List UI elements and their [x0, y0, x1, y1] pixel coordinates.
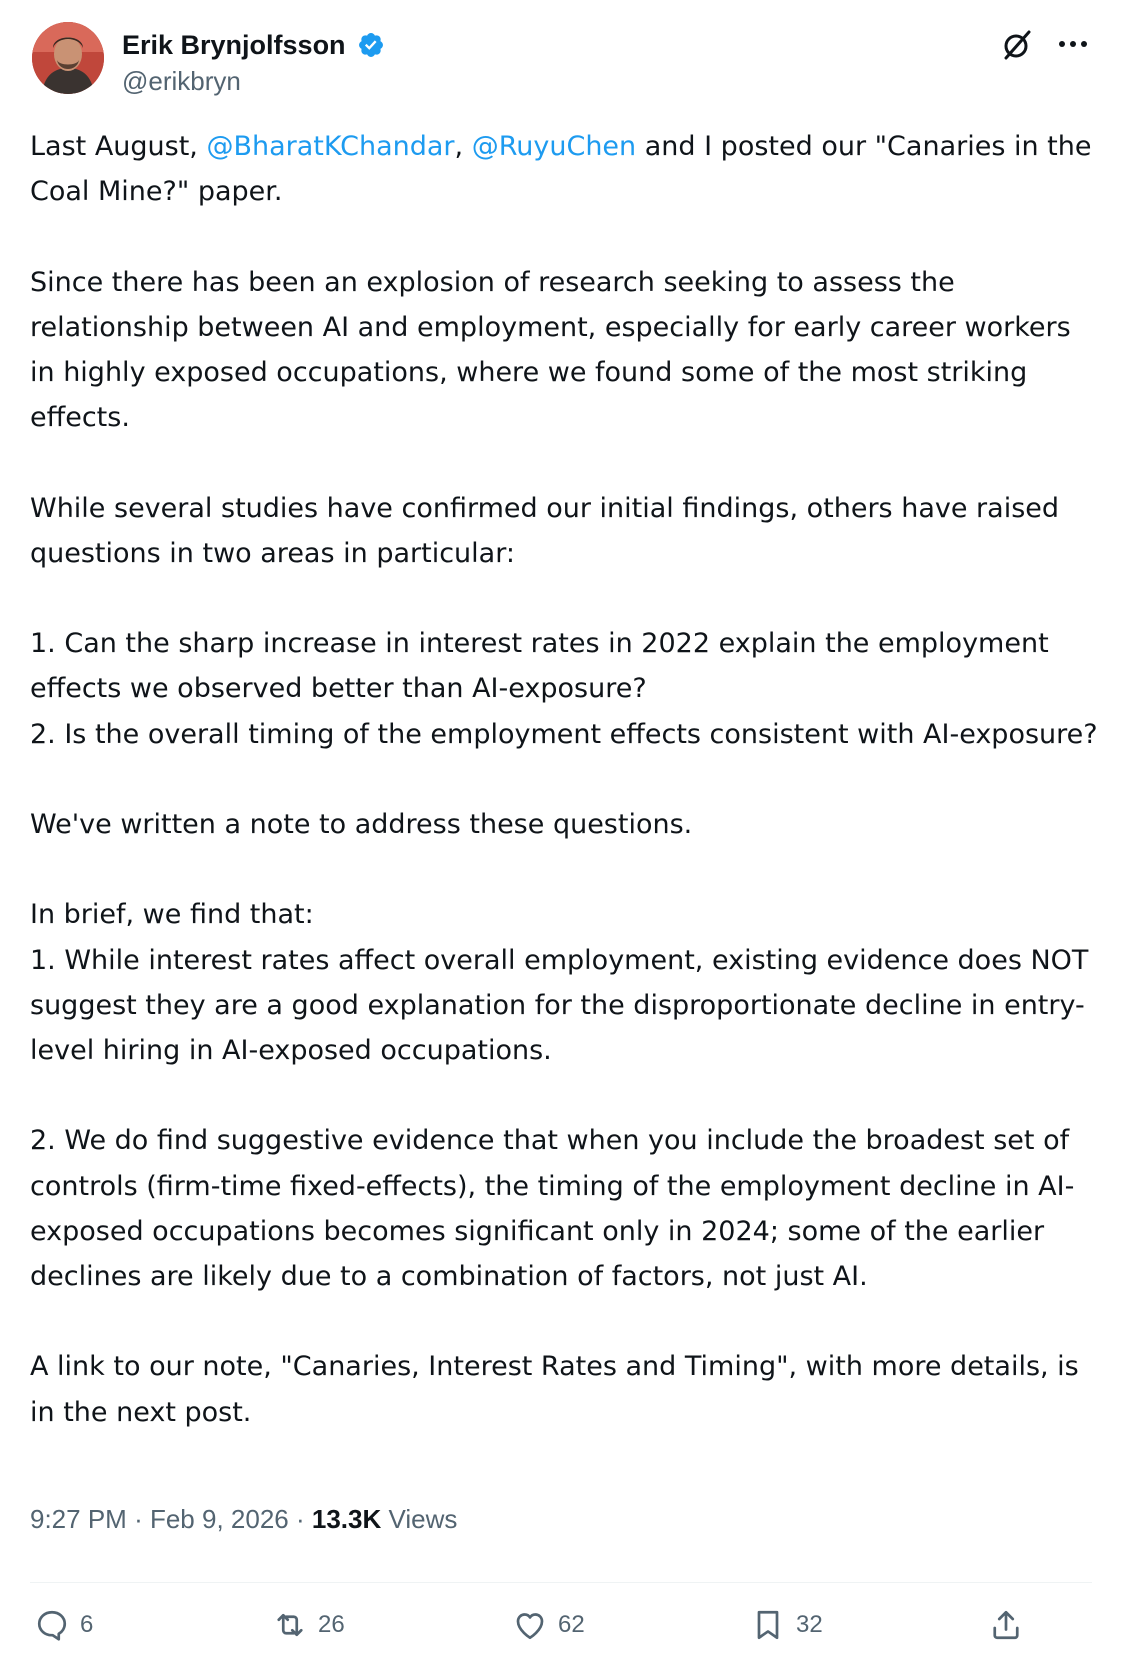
text-segment: , [454, 131, 472, 162]
mention-link-bharatkchandar[interactable]: @BharatKChandar [206, 131, 455, 162]
list-item: 1. Can the sharp increase in interest rates in 2022 explain the employment effects we observed better than AI-exposure? [30, 628, 1049, 705]
repost-count: 26 [318, 1611, 345, 1638]
verified-badge-icon [357, 31, 385, 59]
reply-button[interactable] [34, 1600, 93, 1650]
tweet-paragraph [30, 621, 1100, 757]
list-item: 2. Is the overall timing of the employment effects consistent with AI-exposure? [30, 718, 1098, 750]
tweet-header [32, 22, 1092, 102]
text-segment: and I posted our "Canaries in the Coal Mine?" paper. [30, 131, 1092, 208]
tweet-paragraph: We've written a note to address these questions. [30, 808, 693, 840]
bookmark-count: 32 [796, 1611, 823, 1638]
meta-separator: · [295, 1504, 305, 1534]
repost-button[interactable] [272, 1600, 345, 1650]
like-button[interactable] [512, 1600, 585, 1650]
bookmark-icon [750, 1607, 786, 1643]
avatar[interactable] [32, 22, 104, 94]
tweet-time[interactable]: 9:27 PM [30, 1504, 127, 1534]
repost-icon [272, 1607, 308, 1643]
tweet-paragraph: While several studies have confirmed our initial findings, others have raised questions in two areas in particular: [30, 492, 1060, 569]
list-item: 1. While interest rates affect overall employment, existing evidence does NOT suggest they are a good explanation for the disproportionate decline in entry-level hiring in AI-exposed occupations. [30, 944, 1089, 1066]
reply-count: 6 [80, 1611, 94, 1638]
tweet-text [30, 124, 1100, 1480]
tweet-paragraph [30, 892, 1100, 1073]
tweet-paragraph: A link to our note, "Canaries, Interest Rates and Timing", with more details, is in the next post. [30, 1351, 1079, 1428]
tweet-paragraph: 2. We do find suggestive evidence that when you include the broadest set of controls (firm-time fixed-effects), the timing of the employment decline in AI-exposed occupations becomes significant only in 2024; some of the earlier declines are likely due to a combination of factors, not just AI. [30, 1125, 1075, 1292]
divider [30, 1582, 1092, 1583]
tweet-paragraph [30, 124, 1100, 214]
author-handle[interactable]: @erikbryn [122, 66, 241, 96]
mention-link-ruyuchen[interactable]: @RuyuChen [471, 131, 637, 162]
share-icon [988, 1607, 1024, 1643]
like-count: 62 [558, 1611, 585, 1638]
views-count: 13.3K [311, 1504, 382, 1534]
meta-separator: · [134, 1504, 143, 1534]
author-info [122, 28, 385, 98]
more-icon[interactable] [1056, 34, 1090, 54]
action-bar [30, 1600, 1092, 1650]
author-display-name[interactable]: Erik Brynjolfsson [122, 30, 346, 60]
bookmark-button[interactable] [750, 1600, 823, 1650]
grok-icon[interactable] [1000, 28, 1034, 62]
like-icon [512, 1607, 548, 1643]
text-segment: In brief, we find that: [30, 899, 314, 931]
reply-icon [34, 1607, 70, 1643]
avatar-image [32, 22, 104, 94]
tweet-meta [30, 1502, 457, 1536]
share-button[interactable] [988, 1600, 1024, 1650]
tweet-date[interactable]: Feb 9, 2026 [149, 1504, 289, 1534]
text-segment: Last August, [30, 131, 207, 162]
views-label: Views [388, 1504, 458, 1534]
tweet-paragraph: Since there has been an explosion of research seeking to assess the relationship between AI and employment, especially for early career workers in highly exposed occupations, where we found some of the most striking effects. [30, 266, 1071, 434]
